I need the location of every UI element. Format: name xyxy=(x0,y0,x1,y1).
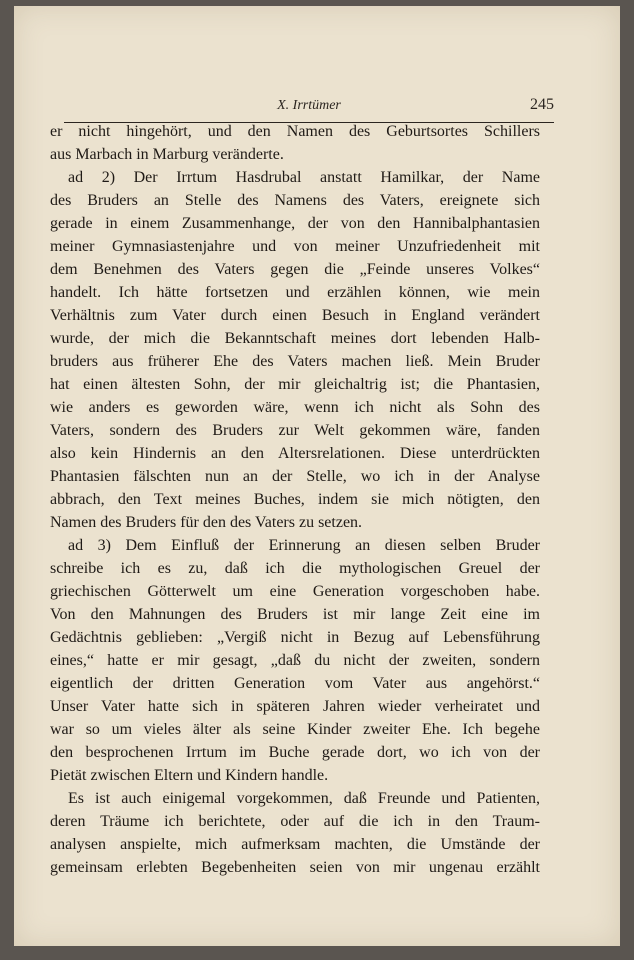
text-line: aus Marbach in Marburg veränderte. xyxy=(50,146,284,163)
text-line: wurde, der mich die Bekanntschaft meines dort lebenden Halb- xyxy=(50,330,540,347)
text-line: schreibe ich es zu, daß ich die mythologischen Greuel der xyxy=(50,560,540,577)
text-line: handelt. Ich hätte fortsetzen und erzählen können, wie mein xyxy=(50,284,540,301)
running-header xyxy=(64,96,554,120)
text-line: hat einen ältesten Sohn, der mir gleichaltrig ist; die Phantasien, xyxy=(50,376,540,393)
text-line: ad 3) Dem Einfluß der Erinnerung an diesen selben Bruder xyxy=(68,537,540,554)
text-line: analysen anspielte, mich aufmerksam machten, die Umstände der xyxy=(50,836,540,853)
text-line: ad 2) Der Irrtum Hasdrubal anstatt Hamilkar, der Name xyxy=(68,169,540,186)
text-line: Gedächtnis geblieben: „Vergiß nicht in Bezug auf Lebensführung xyxy=(50,629,540,646)
text-line: eigentlich der dritten Generation vom Vater aus angehörst.“ xyxy=(50,675,540,692)
body-text xyxy=(50,120,540,879)
text-line: Von den Mahnungen des Bruders ist mir lange Zeit eine im xyxy=(50,606,540,623)
text-line: eines,“ hatte er mir gesagt, „daß du nicht der zweiten, sondern xyxy=(50,652,540,669)
text-line: also kein Hindernis an den Altersrelationen. Diese unterdrückten xyxy=(50,445,540,462)
text-line: Verhältnis zum Vater durch einen Besuch in England verändert xyxy=(50,307,540,324)
text-line: Phantasien fälschten nun an der Stelle, wo ich in der Analyse xyxy=(50,468,540,485)
text-line: er nicht hingehört, und den Namen des Geburtsortes Schillers xyxy=(50,123,540,140)
text-line: gerade in einem Zusammenhange, der von den Hannibalphantasien xyxy=(50,215,540,232)
text-line: gemeinsam erlebten Begebenheiten seien von mir ungenau erzählt xyxy=(50,859,540,876)
text-line: Unser Vater hatte sich in späteren Jahren wieder verheiratet und xyxy=(50,698,540,715)
text-line: meiner Gymnasiastenjahre und von meiner Unzufriedenheit mit xyxy=(50,238,540,255)
text-line: wie anders es geworden wäre, wenn ich nicht als Sohn des xyxy=(50,399,540,416)
text-line: den besprochenen Irrtum im Buche gerade dort, wo ich von der xyxy=(50,744,540,761)
text-line: des Bruders an Stelle des Namens des Vaters, ereignete sich xyxy=(50,192,540,209)
text-line: Pietät zwischen Eltern und Kindern handle. xyxy=(50,767,329,784)
text-line: dem Benehmen des Vaters gegen die „Feinde unseres Volkes“ xyxy=(50,261,540,278)
text-line: abbrach, den Text meines Buches, indem sie mich nötigten, den xyxy=(50,491,540,508)
text-line: Namen des Bruders für den des Vaters zu setzen. xyxy=(50,514,363,531)
text-line: bruders aus früherer Ehe des Vaters machen ließ. Mein Bruder xyxy=(50,353,540,370)
text-line: war so um vieles älter als seine Kinder zweiter Ehe. Ich begehe xyxy=(50,721,540,738)
text-line: Vaters, sondern des Bruders zur Welt gekommen wäre, fanden xyxy=(50,422,540,439)
running-title: X. Irrtümer xyxy=(277,98,341,113)
page-number: 245 xyxy=(530,96,554,113)
text-line: griechischen Götterwelt um eine Generation vorgeschoben habe. xyxy=(50,583,540,600)
text-line: Es ist auch einigemal vorgekommen, daß Freunde und Patienten, xyxy=(68,790,540,807)
text-line: deren Träume ich berichtete, oder auf die ich in den Traum- xyxy=(50,813,540,830)
